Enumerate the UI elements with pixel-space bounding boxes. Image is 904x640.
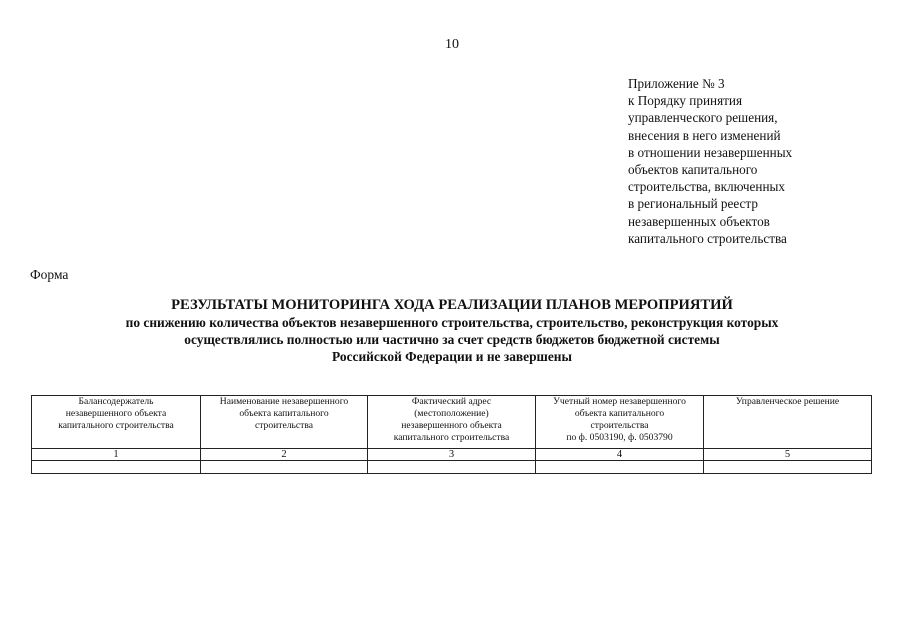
annex-line: капитального строительства: [628, 230, 787, 246]
title-subline: осуществлялись полностью или частично за счет средств бюджетов бюджетной системы: [184, 332, 720, 347]
header-line: (местоположение): [414, 408, 489, 419]
header-line: Балансодержатель: [78, 396, 154, 407]
column-number: 4: [536, 449, 704, 461]
annex-line: строительства, включенных: [628, 179, 785, 195]
annex-line: управленческого решения,: [628, 110, 778, 126]
header-line: капитального строительства: [393, 432, 510, 443]
column-number-row: [32, 449, 872, 461]
header-cell-address: [368, 396, 536, 449]
empty-cell: [536, 461, 704, 474]
header-line: строительства: [590, 420, 649, 431]
column-number: 3: [368, 449, 536, 461]
header-line: Фактический адрес: [411, 396, 492, 407]
empty-cell: [201, 461, 368, 474]
monitoring-form-table: [31, 395, 872, 474]
annex-line: в отношении незавершенных: [628, 144, 793, 160]
column-number: 5: [704, 449, 872, 461]
header-line: Управленческое решение: [735, 396, 840, 407]
annex-line: к Порядку принятия: [628, 93, 743, 109]
column-number: 2: [201, 449, 368, 461]
annex-line: незавершенных объектов: [628, 213, 770, 229]
header-cell-account-number: [536, 396, 704, 449]
annex-line: Приложение № 3: [628, 76, 725, 91]
header-line: Учетный номер незавершенного: [553, 396, 686, 407]
title-main: РЕЗУЛЬТАТЫ МОНИТОРИНГА ХОДА РЕАЛИЗАЦИИ ПЛАНОВ МЕРОПРИЯТИЙ: [171, 297, 733, 313]
header-line: строительства: [254, 420, 314, 431]
header-line: Наименование незавершенного: [219, 396, 349, 407]
column-number: 1: [32, 449, 201, 461]
annex-reference: [628, 75, 888, 247]
title-subline: Российской Федерации и не завершены: [332, 349, 572, 364]
document-title: [0, 296, 904, 365]
header-line: капитального строительства: [58, 420, 174, 431]
form-label: Форма: [30, 267, 69, 282]
header-line: объекта капитального: [239, 408, 329, 419]
header-cell-management-decision: [704, 396, 872, 449]
header-cell-object-name: [201, 396, 368, 449]
empty-data-row: [32, 461, 872, 474]
empty-cell: [32, 461, 201, 474]
annex-line: в региональный реестр: [628, 196, 758, 212]
table-header-row: [32, 396, 872, 449]
header-cell-balance-holder: [32, 396, 201, 449]
empty-cell: [368, 461, 536, 474]
title-subline: по снижению количества объектов незавершенного строительства, строительство, реконструкция которых: [125, 315, 779, 330]
header-line: незавершенного объекта: [65, 408, 167, 419]
header-line: по ф. 0503190, ф. 0503790: [566, 432, 673, 443]
annex-line: внесения в него изменений: [628, 127, 781, 143]
header-line: объекта капитального: [574, 408, 665, 419]
header-line: незавершенного объекта: [401, 420, 502, 431]
annex-line: объектов капитального: [628, 162, 758, 178]
page-number: 10: [445, 37, 459, 52]
empty-cell: [704, 461, 872, 474]
